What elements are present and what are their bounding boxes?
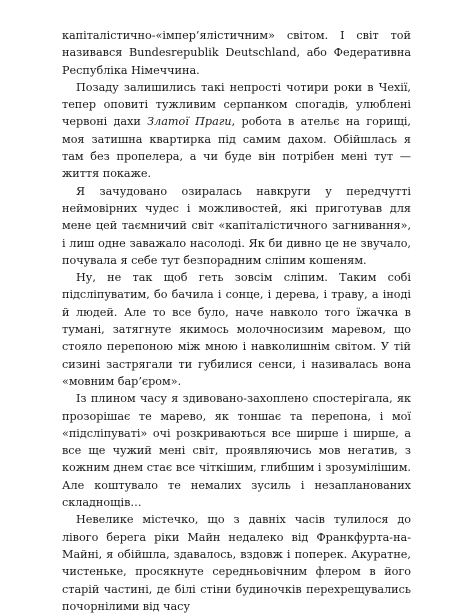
paragraph-5: Із плином часу я здивовано-захоплено спостерігала, як прозорішає те марево, як тоншає та перепона, і мої «підсліпуваті» очі розкриваються все ширше і ширше, а все ще чужий мені світ, проявляючись мов негатив, з кожним днем стає все чіткішим, глибшим і зрозумілішим. Але коштувало те немалих зусиль і незапланованих складнощів…: [62, 392, 411, 510]
paragraph-3: Я зачудовано озиралась навкруги у передчутті неймовірних чудес і можливостей, які приготував для мене цей таємничий світ «капіталістичного загнивання», і лиш одне заважало насолоді. Як би дивно це не звучало, почувала я себе тут безпорадним сліпим кошеням.: [62, 184, 411, 267]
book-page: [62, 27, 411, 615]
paragraph-4: Ну, не так щоб геть зовсім сліпим. Таким собі підсліпуватим, бо бачила і сонце, і дерева, і траву, а іноді й людей. Але то все було, наче навколо того їжачка в тумані, затягнуте якимось молочносизим маревом, що стояло перепоною між мною і навколишнім світом. У тій сизині застрягали ти губилися сенси, і називалась вона «мовним бар’єром».: [62, 271, 411, 388]
paragraph-2-text-after: , робота в ательє на горищі, моя затишна квартирка під самим дахом. Обійшлась я там без пропелера, а чи буде він потрібен мені тут — життя покаже.: [62, 115, 411, 181]
paragraph-2: [62, 79, 411, 183]
paragraph-6: Невелике містечко, що з давніх часів тулилося до лівого берега ріки Майн недалеко від Франкфурта-на-Майні, я обійшла, здавалось, вздовж і поперек. Акуратне, чистеньке, просякнуте середньовічним флером в його старій частині, де білі стіни будиночків перехрещувались почорнілими від часу: [62, 513, 411, 613]
paragraph-2-emphasis: Златої Праги: [147, 115, 232, 129]
paragraph-2-text-before: Позаду залишились такі непрості чотири роки в Чехії, тепер оповиті тужливим серпанком спогадів, улюблені червоні дахи: [62, 80, 411, 129]
paragraph-1: капіталістично-«імпер’ялістичним» світом. І світ той називався Bundesrepublik Deutschland, або Федеративна Республіка Німеччина.: [62, 29, 411, 77]
